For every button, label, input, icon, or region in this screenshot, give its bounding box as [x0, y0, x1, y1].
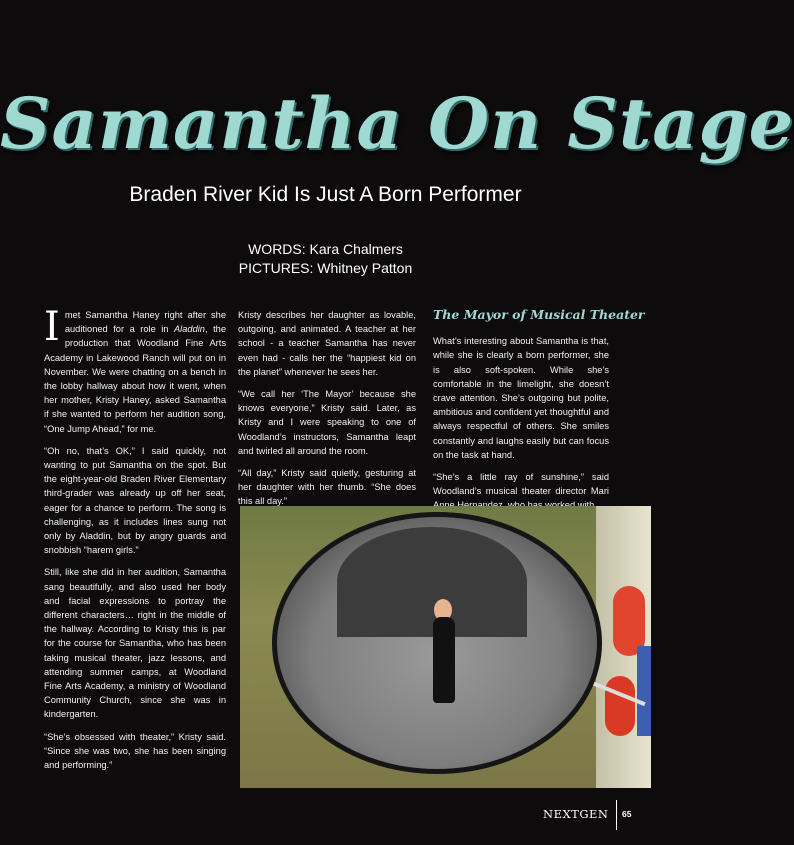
page-number: 65: [622, 809, 632, 819]
credit-words: WORDS: Kara Chalmers: [248, 241, 403, 257]
photo-mural: [637, 646, 651, 736]
section-subhead: The Mayor of Musical Theater: [433, 307, 645, 322]
paragraph: “Oh no, that’s OK,” I said quickly, not wanting to put Samantha on the spot. But the eight-year-old Braden River Elementary third-grader was already up off her seat, eager for a chance to perform. The song is challenging, as it includes lines sung not only by Aladdin, but by angry guards and snobbish “harem girls.”: [44, 445, 226, 556]
footer-divider: [616, 800, 617, 830]
show-title: Aladdin: [173, 324, 205, 335]
mirror-reflection: [337, 527, 527, 637]
paragraph: “All day,” Kristy said quietly, gesturing at her daughter with her thumb. “She does this all day.”: [238, 468, 416, 507]
paragraph: “She’s a little ray of sunshine,” said Woodland’s musical theater director Mari: [433, 472, 609, 497]
article-subtitle: Braden River Kid Is Just A Born Performer: [129, 183, 522, 206]
convex-mirror: [272, 512, 602, 774]
girl-figure: [433, 617, 455, 703]
paragraph: “She’s obsessed with theater,” Kristy said. “Since she was two, she has been singing and performing.”: [44, 731, 226, 771]
credit-pictures: PICTURES: Whitney Patton: [238, 260, 413, 276]
paragraph: “We call her ‘The Mayor’ because she knows everyone,” Kristy said. Later, as Kristy and I were speaking to one of Woodland’s instructors, Samantha leapt and twirled all around the room.: [238, 389, 416, 456]
paragraph: Still, like she did in her audition, Samantha sang beautifully, and also used her body and facial expressions to portray the different characters… right in the middle of the hallway. According to Kristy this is par for the course for Samantha, who has been taking musical theater, jazz lessons, and attending summer camps, at Woodland Fine Arts Academy, a ministry of Woodland Community Church, since she was in kindergarten.: [44, 567, 226, 720]
drop-cap: I: [44, 304, 60, 350]
credits: [0, 240, 651, 278]
article-title: Samantha On Stage: [0, 82, 794, 165]
paragraph: What’s interesting about Samantha is that, while she is clearly a born performer, she is also soft-spoken. While she’s comfortable in the limelight, she doesn’t crave attention. She’s outgoing but polite, ambitious and confident yet thoughtful and always respectful of others. She smiles constantly and laughs easily but can focus on the task at hand.: [433, 336, 609, 460]
column-3: [433, 307, 645, 521]
magazine-brand: NEXTGEN: [543, 807, 609, 821]
column-1: [44, 304, 226, 780]
column-2: [238, 308, 416, 517]
article-photo: [240, 506, 651, 788]
paragraph: Kristy describes her daughter as lovable, outgoing, and animated. A teacher at her school - a teacher Samantha has never even had - calls her the “happiest kid on the planet” whenever he sees her.: [238, 310, 416, 377]
paragraph: I met Samantha Haney right after she auditioned for a role in Aladdin, the production that Woodland Fine Arts Academy in Lakewood Ranch will put on in November. We were chatting on a bench in the lobby hallway about how it went, when her mother, Kristy Haney, asked Samantha if she wanted to perform her audition song, “One Jump Ahead,” for me.: [44, 304, 226, 434]
photo-mural: [605, 676, 635, 736]
